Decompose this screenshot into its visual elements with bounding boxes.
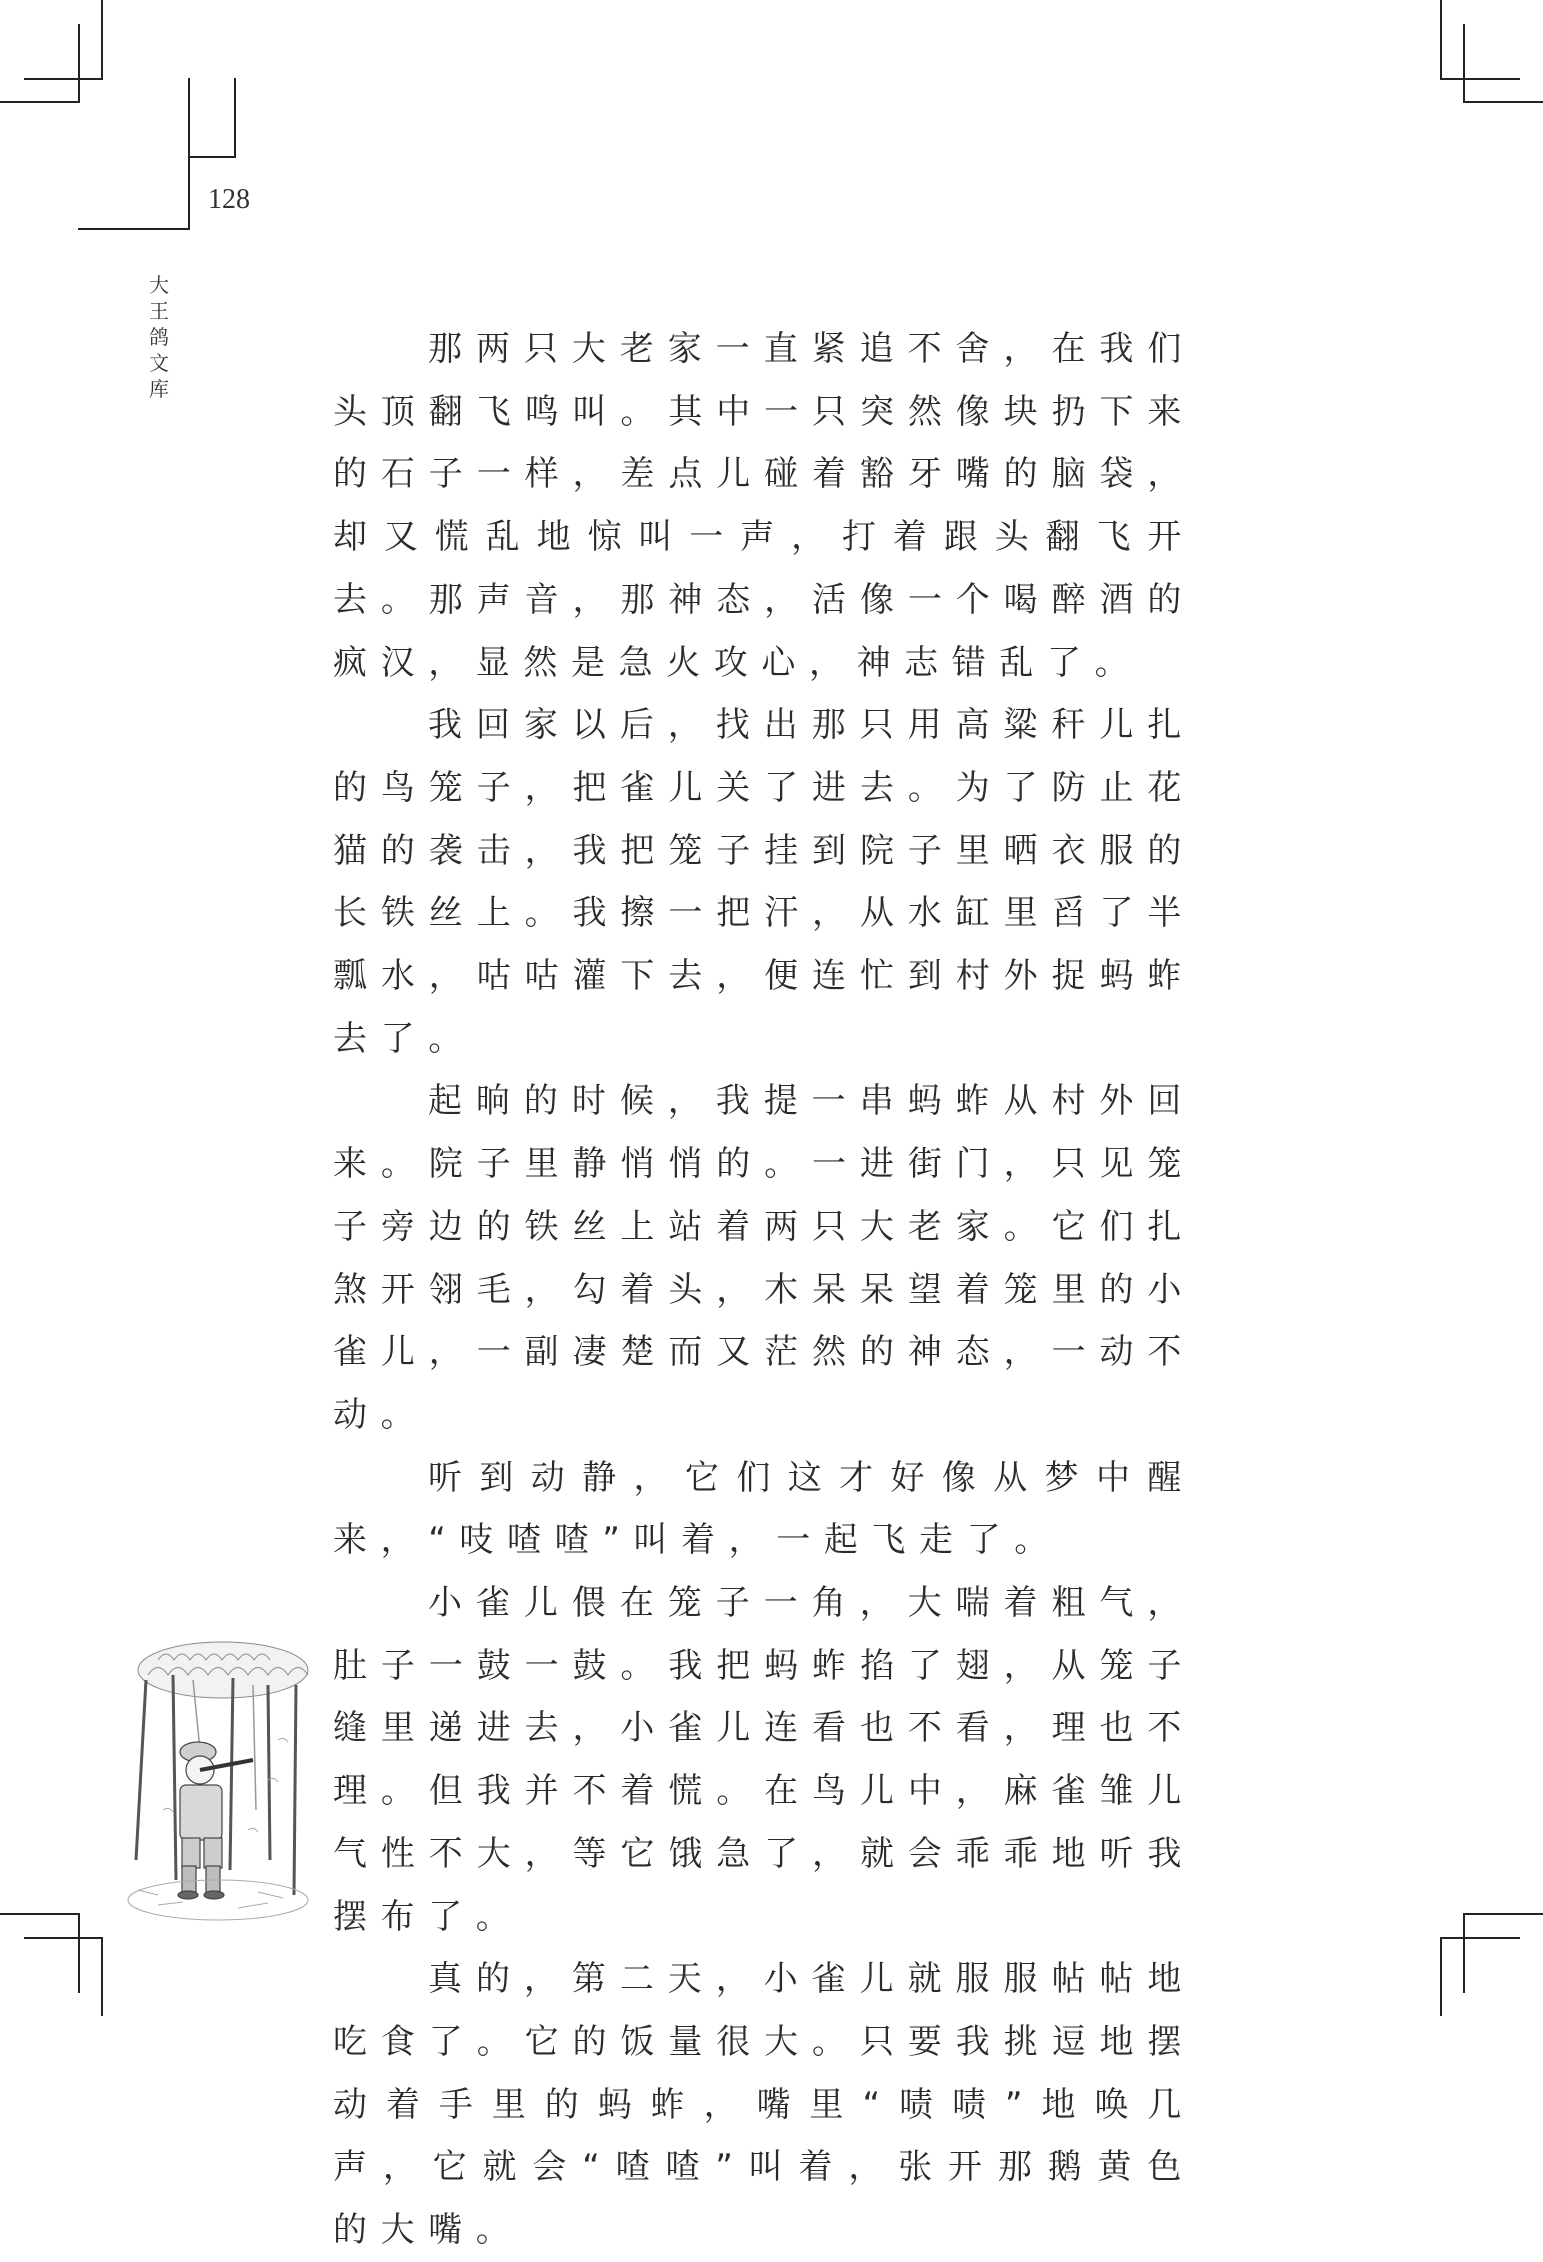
page-number: 128	[208, 184, 250, 215]
paragraph: 听到动静，它们这才好像从梦中醒来，“吱喳喳”叫着，一起飞走了。	[333, 1457, 1195, 1561]
series-title: 大王鸽文库	[149, 273, 169, 401]
illustration-boy-playing-flute	[118, 1630, 328, 1930]
paragraph: 真的，第二天，小雀儿就服服帖帖地吃食了。它的饭量很大。只要我挑逗地摆动着手里的蚂蚱，嘴里“啧啧”地唤几声，它就会“喳喳”叫着，张开那鹅黄色的大嘴。	[333, 1959, 1195, 2251]
paragraph: 我回家以后，找出那只用高粱秆儿扎的鸟笼子，把雀儿关了进去。为了防止花猫的袭击，我把笼子挂到院子里晒衣服的长铁丝上。我擦一把汗，从水缸里舀了半瓢水，咕咕灌下去，便连忙到村外捉蚂蚱去了。	[333, 705, 1195, 1059]
body-text	[333, 318, 1195, 2262]
paragraph: 小雀儿偎在笼子一角，大喘着粗气，肚子一鼓一鼓。我把蚂蚱掐了翅，从笼子缝里递进去，小雀儿连看也不看，理也不理。但我并不着慌。在鸟儿中，麻雀雏儿气性不大，等它饿急了，就会乖乖地听我摆布了。	[333, 1583, 1195, 1937]
paragraph: 起晌的时候，我提一串蚂蚱从村外回来。院子里静悄悄的。一进街门，只见笼子旁边的铁丝上站着两只大老家。它们扎煞开翎毛，勾着头，木呆呆望着笼里的小雀儿，一副凄楚而又茫然的神态，一动不动。	[333, 1081, 1195, 1435]
paragraph: 那两只大老家一直紧追不舍，在我们头顶翻飞鸣叫。其中一只突然像块扔下来的石子一样，差点儿碰着豁牙嘴的脑袋，却又慌乱地惊叫一声，打着跟头翻飞开去。那声音，那神态，活像一个喝醉酒的疯汉，显然是急火攻心，神志错乱了。	[333, 329, 1195, 683]
